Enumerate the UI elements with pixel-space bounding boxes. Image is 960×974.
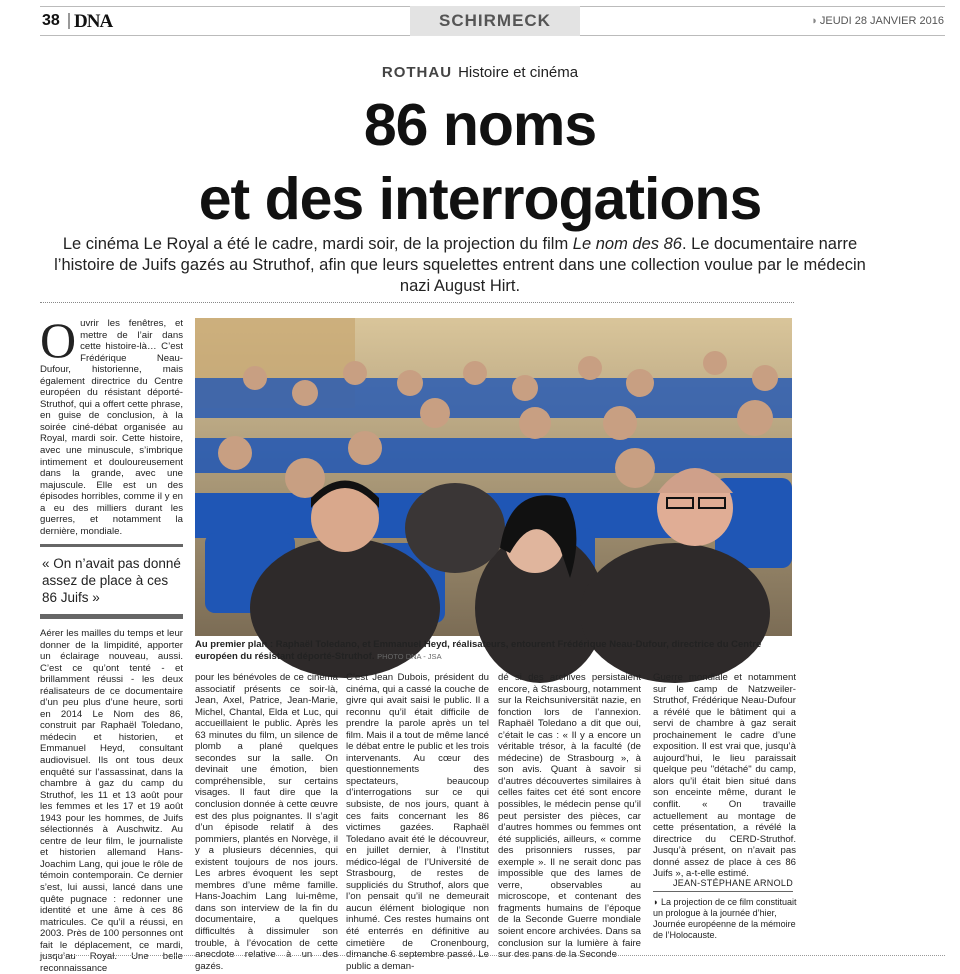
headline-line-1: 86 noms [363,92,597,158]
drop-cap: O [40,312,77,368]
body-column-2: pour les bénévoles de ce cinéma associatif présents ce soir-là, Jean, Axel, Patrice, Jean-Marie, Michel, Chantal, Elda et Luc, qui accueillaient le public. Après les 63 minutes du film, un silence de plomb a plané quelques secondes sur la salle. On devinait une émotion, bien compréhensible, sur certains visages. Il faut dire que la conclusion donnée à cette œuvre est des plus poignantes. Il s’agit d’un épisode relatif à des pommiers, plantés en Norvège, il y a plusieurs décennies, qui existent toujours de nos jours. Les arbres évoquent les sept membres d’une même famille. Hans-Joachim Lang lui-même, dans son interview de la fin du documentaire, a quelques difficultés à dissimuler son trouble, à l’évocation de cette anecdote relative à un des gazés. [195,672,338,972]
newspaper-logo: DNA [74,11,113,32]
side-note-text: La projection de ce film constituait un prologue à la journée d’hier, Journée européenne de la mémoire de l’Holocauste. [653,897,797,940]
triangle-icon: ◗ [811,15,818,27]
caption-text: Au premier plan : Raphaël Toledano, et Emmanuel Heyd, réalisateurs, entourent Frédérique Neau-Dufour, directrice du Centre européen du résistant déporté-Struthof. [195,639,762,662]
issue-date [811,15,944,27]
page-number: 38 [42,12,60,29]
body-column-1: Aérer les mailles du temps et leur donner de la limpidité, apporter un éclairage nouveau, aussi. C’est ce qu’ont tenté - et brillamment réussi - les deux réalisateurs de ce documentaire d’un peu plus d’une heure, sorti en 2014 Le Nom des 86, construit par Raphaël Toledano, médecin et historien, et Emmanuel Heyd, consultant audiovisuel. Ils ont tous deux enquêté sur l’assassinat, dans la chambre à gaz du camp du Struthof, les 11 et 13 août pour les femmes et les 17 et 19 août 1943 pour les hommes, de Juifs sélectionnés à Auschwitz. Au centre de leur film, le journaliste et historien allemand Hans-Joachim Lang, qui joue le rôle de témoin contemporain. Ce dernier s’est, lui aussi, lancé dans une quête pugnace : redonner une identité et une âme à ces 86 matricules. Ce qu’il a réussi, en 2003. Près de 100 personnes ont fait le déplacement, ce mardi, jusqu’au Royal. Une belle reconnaissance [40,628,183,974]
intro-text: uvrir les fenêtres, et mettre de l’air dans cette histoire-là… C’est Frédérique Neau-Dufour, historienne, mais également directrice du Centre européen du résistant déporté-Struthof, qui a offert cette phrase, en guise de conclusion, à la soirée ciné-débat organisée au Royal, mardi soir. Cette histoire, avec une minuscule, s’imbrique intimement et douloureusement dans la grande, avec une majuscule. Elle est un des épisodes horribles, comme il y en a eu des milliers durant les guerres, et notamment la dernière, mondiale. [40,318,183,537]
body-column-3: C’est Jean Dubois, président du cinéma, qui a cassé la couche de givre qui avait saisi le public. Il a reconnu qu’il était difficile de prendre la parole après un tel film. Mais il a tout de même lancé le débat entre le public et les trois intervenants. Au cœur des questionnements des spectateurs, beaucoup d’interrogations sur ce qui subsiste, de nos jours, quant à ces faits concernant les 86 victimes gazées. Raphaël Toledano avait été le découvreur, en juillet dernier, à l’Institut médico-légal de l’Université de Strasbourg, de restes de suppliciés du Struthof, alors que l’on pensait qu’il ne demeurait aucun élément biologique non inhumé. Ces restes humains ont été enterrés en définitive au cimetière de Cronenbourg, dimanche 6 septembre passé. Le public a deman- [346,672,489,972]
audience-photo-illustration [195,318,792,636]
side-note [653,897,798,941]
section-label: SCHIRMECK [410,6,580,36]
note-triangle-icon: ◗ [653,897,661,907]
photo-caption [195,639,792,663]
article-author: JEAN-STÉPHANE ARNOLD [672,878,793,888]
pull-quote: « On n’avait pas donné assez de place à ces 86 Juifs » [40,544,183,619]
headline-line-2: et des interrogations [198,166,762,232]
photo-credit: PHOTO DNA - JSA [377,652,442,661]
article-lead [40,234,880,297]
lead-part-2: . Le documentaire narre l’histoire de Juifs gazés au Struthof, afin que leurs squelettes entrent dans une collection voulue par le médecin nazi August Hirt. [54,235,866,295]
lead-separator [40,302,794,303]
article-headline [0,88,960,236]
kicker-place: ROTHAU [381,64,453,81]
bottom-rule [40,955,945,956]
lead-film-title: Le nom des 86 [572,235,682,253]
kicker-topic: Histoire et cinéma [458,64,579,81]
issue-date-text: JEUDI 28 JANVIER 2016 [819,15,944,27]
author-rule [653,891,793,892]
lead-part-1: Le cinéma Le Royal a été le cadre, mardi soir, de la projection du film [62,235,573,253]
article-photo [195,318,792,636]
header-divider [68,13,70,29]
body-column-4: dé si des archives persistaient encore, à Strasbourg, notamment sur la Reichsuniversität nazie, en fonction lors de l’annexion. Raphaël Toledano a dit que oui, c’était le cas : « Il y a encore un véritable trésor, à la faculté (de médecine) de Strasbourg », à son avis. Quant à savoir si d’autres découvertes similaires à celles faites cet été sont encore possibles, le médecin pense qu’il peut persister des pièces, car d’autres hommes ou femmes ont été suppliciés, ailleurs, « comme des prisonniers russes, par exemple ». Il ne serait donc pas impossible que des lames de verre, observables au microscope, et contenant des fragments humains de l’époque de la Seconde Guerre mondiale soient encore archivées. Dans sa conclusion sur la lumière à faire sur des pans de la Seconde [498,672,641,961]
intro-paragraph [40,312,183,537]
body-column-5: Guerre mondiale et notamment sur le camp de Natzweiler-Struthof, Frédérique Neau-Dufour a révélé que le bâtiment qui a servi de chambre à gaz serait prochainement le cadre d’une exposition. Il est vrai que, jusqu’à aujourd’hui, le lieu paraissait quelque peu "détaché" du camp, alors qu’il était bien situé dans son enceinte même, durant le conflit. « On travaille actuellement au montage de cette présentation, a révélé la directrice du CERD-Struthof. Jusqu’à présent, on n’avait pas donné assez de place à ces 86 Juifs », a-t-elle estimé. [653,672,796,880]
article-kicker [0,64,960,81]
